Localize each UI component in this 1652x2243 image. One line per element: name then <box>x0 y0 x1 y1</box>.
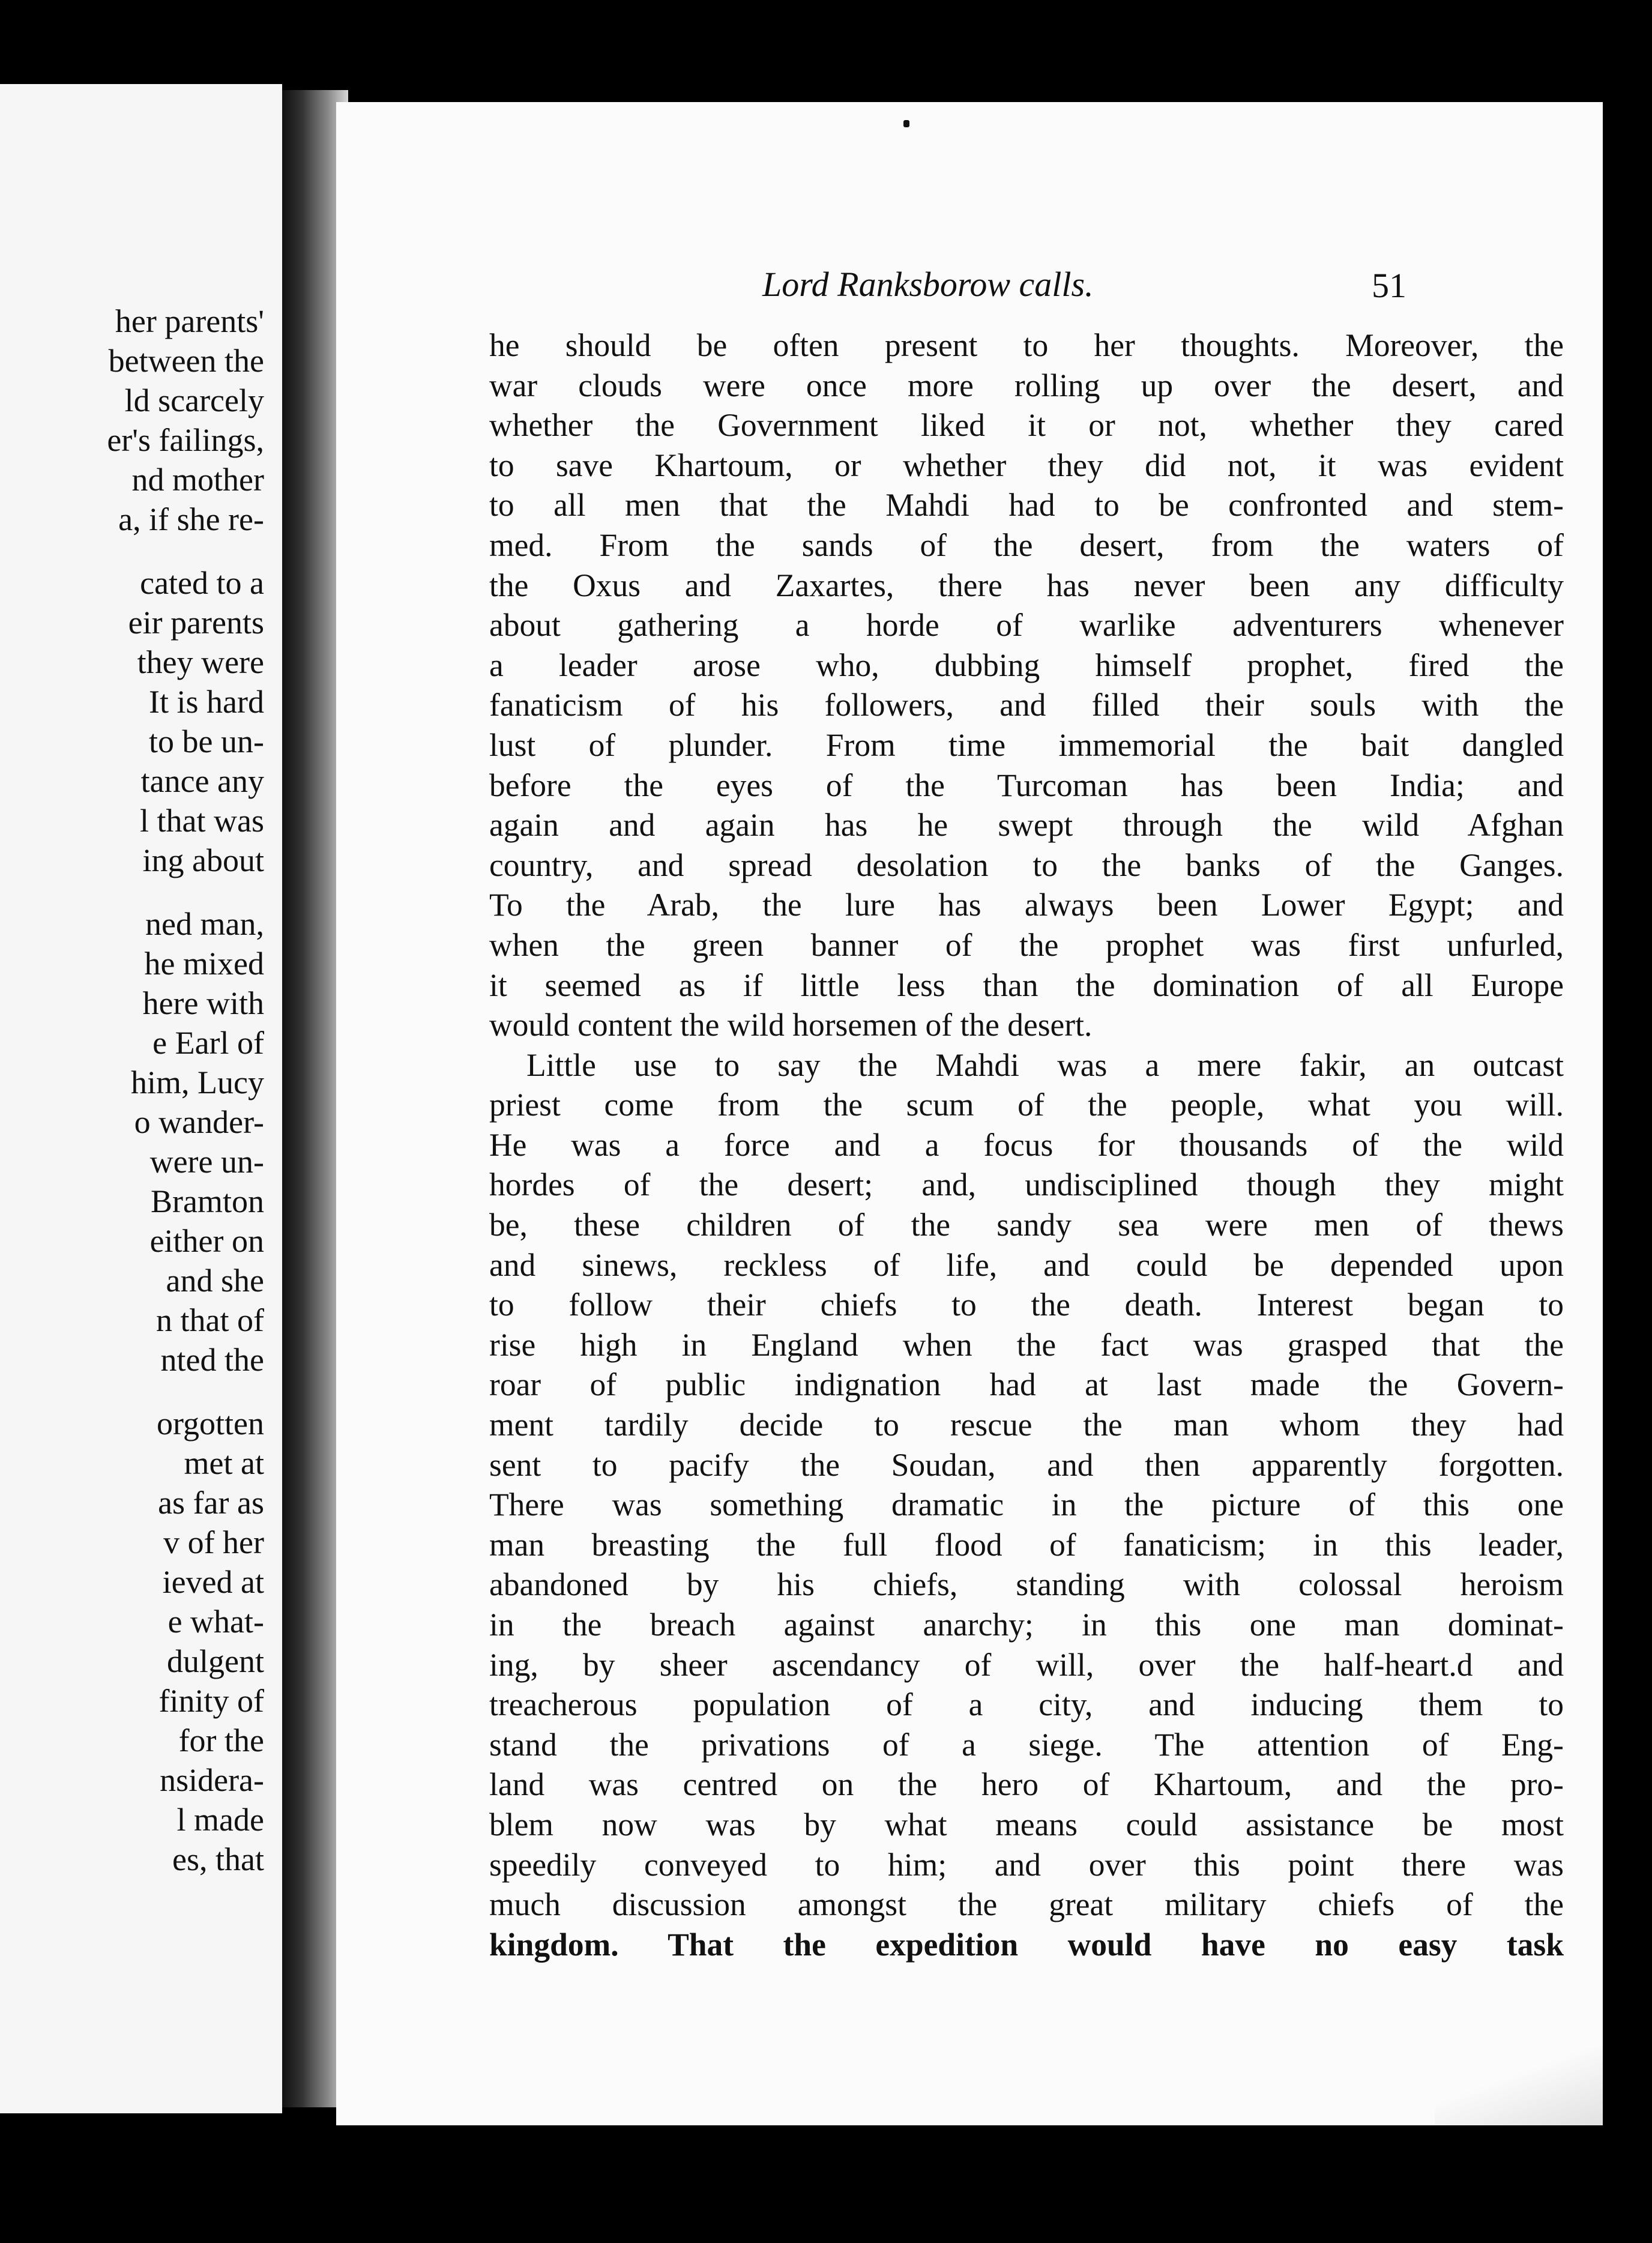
left-line: met at <box>184 1445 264 1481</box>
left-line: er's failings, <box>107 422 264 458</box>
text-line: treacherous population of a city, and inducing them to <box>489 1686 1564 1723</box>
left-line: and she <box>166 1263 264 1299</box>
left-line: ned man, <box>145 906 264 942</box>
text-line: abandoned by his chiefs, standing with colossal heroism <box>489 1566 1564 1603</box>
text-line: about gathering a horde of warlike adventurers whenever <box>489 607 1564 644</box>
left-line: o wander- <box>134 1104 264 1140</box>
left-line: dulgent <box>167 1643 264 1679</box>
left-line: nsidera- <box>160 1762 264 1798</box>
left-line: tance any <box>140 763 264 799</box>
left-line: he mixed <box>144 946 264 982</box>
text-line: it seemed as if little less than the domination of all Europe <box>489 967 1564 1003</box>
left-line: were un- <box>149 1144 264 1180</box>
text-line: be, these children of the sandy sea were men of thews <box>489 1207 1564 1243</box>
left-line: n that of <box>156 1302 264 1338</box>
left-line: nted the <box>160 1342 264 1378</box>
text-line: Little use to say the Mahdi was a mere fakir, an outcast <box>526 1046 1564 1083</box>
text-line: He was a force and a focus for thousands of the wild <box>489 1126 1564 1163</box>
text-line: the Oxus and Zaxartes, there has never been any difficulty <box>489 567 1564 603</box>
text-line: when the green banner of the prophet was first unfurled, <box>489 926 1564 963</box>
text-line: whether the Government liked it or not, whether they cared <box>489 407 1564 444</box>
left-page <box>0 84 282 2113</box>
left-line: either on <box>149 1223 264 1259</box>
running-head: Lord Ranksborow calls. <box>762 265 1094 304</box>
text-line: lust of plunder. From time immemorial the bait dangled <box>489 726 1564 763</box>
left-line: here with <box>142 985 264 1021</box>
text-line: hordes of the desert; and, undisciplined though they might <box>489 1167 1564 1203</box>
text-line: in the breach against anarchy; in this one man dominat- <box>489 1607 1564 1643</box>
left-line: orgotten <box>157 1405 264 1441</box>
left-line: her parents' <box>115 303 264 339</box>
left-line: him, Lucy <box>131 1064 264 1100</box>
text-line: to follow their chiefs to the death. Interest began to <box>489 1287 1564 1323</box>
body-text <box>489 325 1564 1964</box>
text-line: fanaticism of his followers, and filled their souls with the <box>489 687 1564 723</box>
left-line: ieved at <box>162 1564 264 1600</box>
left-line: es, that <box>172 1841 264 1877</box>
left-line: ld scarcely <box>124 382 264 418</box>
left-line: e what- <box>167 1604 264 1640</box>
text-line: stand the privations of a siege. The attention of Eng- <box>489 1726 1564 1763</box>
left-line: eir parents <box>128 605 264 641</box>
text-line: rise high in England when the fact was grasped that the <box>489 1326 1564 1363</box>
text-line: a leader arose who, dubbing himself prophet, fired the <box>489 647 1564 683</box>
left-line: v of her <box>163 1524 264 1560</box>
text-line: before the eyes of the Turcoman has been India; and <box>489 767 1564 803</box>
page-number: 51 <box>1372 266 1406 305</box>
left-line: nd mother <box>131 462 264 498</box>
text-line: war clouds were once more rolling up over the desert, and <box>489 367 1564 403</box>
text-line: country, and spread desolation to the banks of the Ganges. <box>489 847 1564 883</box>
text-line: med. From the sands of the desert, from the waters of <box>489 527 1564 563</box>
left-line: l that was <box>140 803 264 839</box>
left-line: to be un- <box>149 723 264 759</box>
left-line: e Earl of <box>152 1025 264 1061</box>
text-line: and sinews, reckless of life, and could be depended upon <box>489 1246 1564 1283</box>
text-line: he should be often present to her thoughts. Moreover, the <box>489 327 1564 363</box>
text-line: sent to pacify the Soudan, and then apparently forgotten. <box>489 1446 1564 1483</box>
text-line: There was something dramatic in the picture of this one <box>489 1487 1564 1523</box>
text-line: ment tardily decide to rescue the man whom they had <box>489 1407 1564 1443</box>
text-line: land was centred on the hero of Khartoum, and the pro- <box>489 1766 1564 1803</box>
left-line: Bramton <box>151 1183 264 1219</box>
text-line: priest come from the scum of the people, what you will. <box>489 1087 1564 1123</box>
right-page <box>336 102 1603 2125</box>
left-line: ing about <box>142 842 264 878</box>
left-line: they were <box>137 644 264 680</box>
ink-dot <box>903 120 909 127</box>
left-line: cated to a <box>140 565 264 601</box>
text-line: much discussion amongst the great military chiefs of the <box>489 1886 1564 1923</box>
text-line: To the Arab, the lure has always been Lower Egypt; and <box>489 887 1564 923</box>
text-line: man breasting the full flood of fanaticism; in this leader, <box>489 1526 1564 1563</box>
left-line: l made <box>176 1802 264 1838</box>
text-line: kingdom. That the expedition would have no easy task <box>489 1926 1564 1963</box>
left-line: a, if she re- <box>118 501 264 537</box>
left-page-text <box>0 301 264 1879</box>
paper-edge-shade <box>1435 2047 1603 2125</box>
left-line: as far as <box>158 1485 264 1521</box>
left-line: It is hard <box>149 684 264 720</box>
text-line: to all men that the Mahdi had to be confronted and stem- <box>489 487 1564 524</box>
left-line: finity of <box>158 1683 264 1719</box>
text-line: again and again has he swept through the wild Afghan <box>489 807 1564 844</box>
text-line: would content the wild horsemen of the desert. <box>489 1007 1093 1043</box>
text-line: speedily conveyed to him; and over this point there was <box>489 1846 1564 1883</box>
text-line: blem now was by what means could assistance be most <box>489 1806 1564 1843</box>
left-line: for the <box>178 1722 264 1758</box>
text-line: to save Khartoum, or whether they did not, it was evident <box>489 447 1564 483</box>
text-line: ing, by sheer ascendancy of will, over the half-heart.d and <box>489 1646 1564 1683</box>
text-line: roar of public indignation had at last made the Govern- <box>489 1366 1564 1403</box>
left-line: between the <box>108 343 264 379</box>
